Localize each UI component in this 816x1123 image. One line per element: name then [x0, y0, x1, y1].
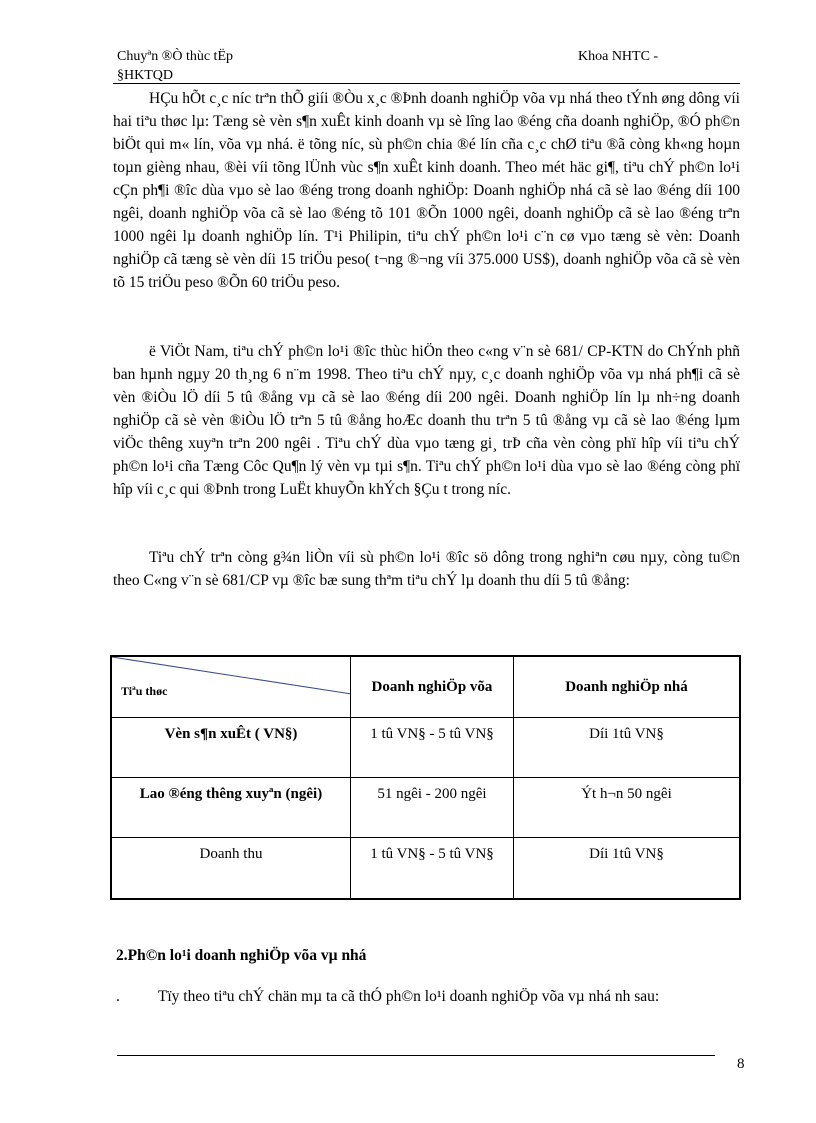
- header-title: Chuyªn ®Ò thùc tËp: [117, 49, 233, 64]
- table-row: [111, 838, 740, 899]
- cell-revenue-medium: 1 tû VN§ - 5 tû VN§: [351, 838, 514, 899]
- page-number: 8: [737, 1056, 745, 1072]
- section-intro: [116, 985, 740, 1008]
- table-corner-cell: [111, 656, 351, 718]
- header-university: §HKTQD: [117, 68, 173, 83]
- row-label-revenue: Doanh thu: [111, 838, 351, 899]
- header-rule: [113, 83, 740, 84]
- col-header-small: Doanh nghiÖp nhá: [514, 656, 741, 718]
- paragraph-2: ë ViÖt Nam, tiªu chÝ ph©n lo¹i ®îc thùc hiÖn theo c«ng v¨n sè 681/ CP-KTN do ChÝnh phñ ban hµnh ngµy 20 th¸ng 6 n¨m 1998. Theo tiªu chÝ nµy, c¸c doanh nghiÖp võa vµ nhá ph¶i cã sè vèn ®iÒu lÖ díi 5 tû ®ång vµ cã sè lao ®éng díi 200 ngêi. Doanh nghiÖp lín lµ nh÷ng doanh nghiÖp cã sè vèn ®iÒu lÖ trªn 5 tû ®ång hoÆc doanh thu trªn 5 tû ®ång vµ cã sè lao ®éng lµm viÖc thêng xuyªn trªn 200 ngêi . Tiªu chÝ dùa vµo tæng gi¸ trÞ cña vèn còng phï hîp víi tiªu chÝ ph©n lo¹i cña Tæng Côc Qu¶n lý vèn vµ tµi s¶n. Tiªu chÝ ph©n lo¹i dùa vµo sè lao ®éng còng phï hîp víi c¸c qui ®Þnh trong LuËt khuyÕn khÝch §Çu t trong níc.: [113, 343, 740, 498]
- header-right: Khoa NHTC -: [578, 49, 659, 64]
- table-header-row: [111, 656, 740, 718]
- col-header-medium: Doanh nghiÖp võa: [351, 656, 514, 718]
- paragraph-3: Tiªu chÝ trªn còng g¾n liÒn víi sù ph©n lo¹i ®îc sö dông trong nghiªn cøu nµy, còng tu©n theo C«ng v¨n sè 681/CP vµ ®îc bæ sung thªm tiªu chÝ lµ doanh thu díi 5 tû ®ång:: [113, 549, 740, 589]
- section-intro-bullet: .: [116, 988, 120, 1005]
- footer-rule: [117, 1055, 715, 1056]
- cell-labor-small: Ýt h¬n 50 ngêi: [514, 778, 741, 838]
- table-row: [111, 778, 740, 838]
- cell-capital-medium: 1 tû VN§ - 5 tû VN§: [351, 718, 514, 778]
- row-label-capital: Vèn s¶n xuÊt ( VN§): [111, 718, 351, 778]
- cell-labor-medium: 51 ngêi - 200 ngêi: [351, 778, 514, 838]
- criteria-table: [110, 655, 741, 900]
- cell-capital-small: Díi 1tû VN§: [514, 718, 741, 778]
- cell-revenue-small: Díi 1tû VN§: [514, 838, 741, 899]
- table-corner-label: Tiªu thøc: [121, 684, 168, 698]
- row-label-labor: Lao ®éng thêng xuyªn (ngêi): [111, 778, 351, 838]
- table-row: [111, 718, 740, 778]
- paragraph-1: HÇu hÕt c¸c níc trªn thÕ giíi ®Òu x¸c ®Þnh doanh nghiÖp võa vµ nhá theo tÝnh øng dông víi hai tiªu thøc lµ: Tæng sè vèn s¶n xuÊt kinh doanh vµ sè lîng lao ®éng cña doanh nghiÖp, ®Ó ph©n biÖt qui m« lín, võa vµ nhá. ë tõng níc, sù ph©n chia ®é lín cña c¸c chØ tiªu ®ã còng kh«ng hoµn toµn gièng nhau, ®èi víi tõng lÜnh vùc s¶n xuÊt kinh doanh. Theo mét häc gi¶, tiªu chÝ ph©n lo¹i cÇn ph¶i ®îc dùa vµo sè lao ®éng trong doanh nghiÖp: Doanh nghiÖp nhá cã sè lao ®éng díi 100 ngêi, doanh nghiÖp võa cã sè lao ®éng tõ 101 ®Õn 1000 ngêi, doanh nghiÖp cã sè lao ®éng trªn 1000 ngêi lµ doanh nghiÖp lín. T¹i Philipin, tiªu chÝ ph©n lo¹i c¨n cø vµo tæng sè vèn: Doanh nghiÖp cã tæng sè vèn díi 15 triÖu peso( t¬ng ®¬ng víi 375.000 US$), doanh nghiÖp võa cã sè vèn tõ 15 triÖu peso ®Õn 60 triÖu peso.: [113, 90, 740, 291]
- header-left: [117, 47, 233, 85]
- section-title: 2.Ph©n lo¹i doanh nghiÖp võa vµ nhá: [116, 947, 367, 964]
- section-intro-text: Tïy theo tiªu chÝ chän mµ ta cã thÓ ph©n lo¹i doanh nghiÖp võa vµ nhá nh sau:: [157, 988, 660, 1005]
